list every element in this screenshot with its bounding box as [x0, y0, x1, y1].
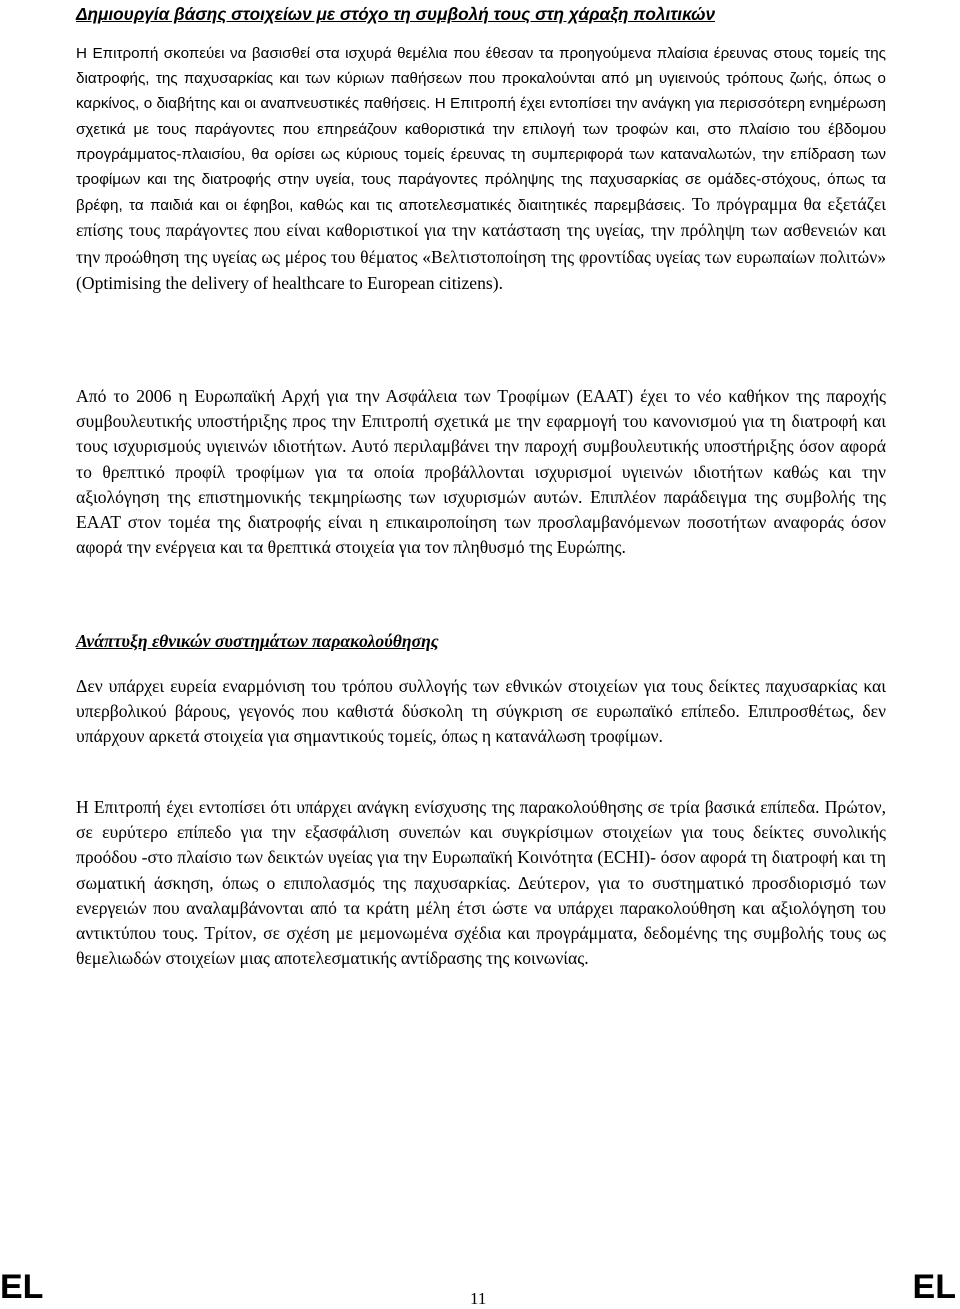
- paragraph-harmonisation: Δεν υπάρχει ευρεία εναρμόνιση του τρόπου συλλογής των εθνικών στοιχείων για τους δείκτες παχυσαρκίας και υπερβολικού βάρους, γεγονός που καθιστά δύσκολη τη σύγκριση σε ευρωπαϊκό επίπεδο. Επιπροσθέτως, δεν υπάρχουν αρκετά στοιχεία για σημαντικούς τομείς, όπως η κατανάλωση τροφίμων.: [76, 676, 886, 747]
- paragraph-research-part-2: Το πρόγραμμα θα εξετάζει επίσης τους παράγοντες που είναι καθοριστικοί για την κατάσταση της υγείας, την πρόληψη των ασθενειών και την προώθηση της υγείας ως μέρος του θέματος «Βελτιστοποίηση της φροντίδας υγείας των ευρωπαίων πολιτών» (Optimising the delivery of healthcare to European citizens).: [76, 194, 886, 293]
- paragraph-research-part-1: Η Επιτροπή σκοπεύει να βασισθεί στα ισχυρά θεμέλια που έθεσαν τα προηγούμενα πλαίσια έρευνας στους τομείς της διατροφής, της παχυσαρκίας και των κύριων παθήσεων που προκαλούνται από μη υγιεινούς τρόπους ζωής, όπως ο καρκίνος, ο διαβήτης και οι αναπνευστικές παθήσεις. Η Επιτροπή έχει εντοπίσει την ανάγκη για περισσότερη ενημέρωση σχετικά με τους παράγοντες που επηρεάζουν καθοριστικά την επιλογή των τροφών και, στο πλαίσιο του έβδομου προγράμματος-πλαισίου, θα ορίσει ως κύριους τομείς έρευνας τη συμπεριφορά των καταναλωτών, την επίδραση των τροφίμων και της διατροφής στην υγεία, τους παράγοντες πρόληψης της παχυσαρκίας σε ομάδες-στόχους, όπως τα βρέφη, τα παιδιά και οι έφηβοι, καθώς και τις αποτελεσματικές διαιτητικές παρεμβάσεις.: [76, 45, 886, 215]
- paragraph-monitoring-levels: Η Επιτροπή έχει εντοπίσει ότι υπάρχει ανάγκη ενίσχυσης της παρακολούθησης σε τρία βασικά επίπεδα. Πρώτον, σε ευρύτερο επίπεδο για την εξασφάλιση συνεπών και συγκρίσιμων στοιχείων για τους δείκτες συνολικής προόδου -στο πλαίσιο των δεικτών υγείας για την Ευρωπαϊκή Κοινότητα (ECHI)- όσον αφορά τη διατροφή και τη σωματική άσκηση, όπως ο επιπολασμός της παχυσαρκίας. Δεύτερον, για το συστηματικό προσδιορισμό των ενεργειών που αναλαμβάνονται από τα κράτη μέλη έτσι ώστε να υπάρχει παρακολούθηση και αξιολόγηση του αντικτύπου τους. Τρίτον, σε σχέση με μεμονωμένα σχέδια και προγράμματα, δεδομένης της συμβολής τους ως θεμελιωδών στοιχείων μιας αποτελεσματικής αντίδρασης της κοινωνίας.: [76, 797, 886, 969]
- footer-language-right: EL: [912, 1268, 956, 1306]
- paragraph-efsa: Από το 2006 η Ευρωπαϊκή Αρχή για την Ασφάλεια των Τροφίμων (ΕΑΑΤ) έχει το νέο καθήκον της παροχής συμβουλευτικής υποστήριξης προς την Επιτροπή σχετικά με την εφαρμογή του κανονισμού για τη διατροφή και τους ισχυρισμούς υγιεινών ιδιοτήτων. Αυτό περιλαμβάνει την παροχή συμβουλευτικής υποστήριξης όσον αφορά το θρεπτικό προφίλ τροφίμων για τα οποία προβάλλονται ισχυρισμοί υγιεινών ιδιοτήτων καθώς και την αξιολόγηση της επιστημονικής τεκμηρίωσης των ισχυρισμών αυτών. Επιπλέον παράδειγμα της συμβολής της ΕΑΑΤ στον τομέα της διατροφής είναι η επικαιροποίηση των προσλαμβανόμενων ποσοτήτων αναφοράς όσον αφορά την ενέργεια και τα θρεπτικά στοιχεία για τον πληθυσμό της Ευρώπης.: [76, 386, 886, 558]
- footer-language-left: EL: [0, 1268, 44, 1306]
- paragraph-research: [76, 41, 886, 297]
- section-heading-monitoring: Ανάπτυξη εθνικών συστημάτων παρακολούθησης: [76, 631, 439, 651]
- section-heading: Δημιουργία βάσης στοιχείων με στόχο τη συμβολή τους στη χάραξη πολιτικών: [76, 4, 716, 24]
- page-number: 11: [470, 1289, 487, 1308]
